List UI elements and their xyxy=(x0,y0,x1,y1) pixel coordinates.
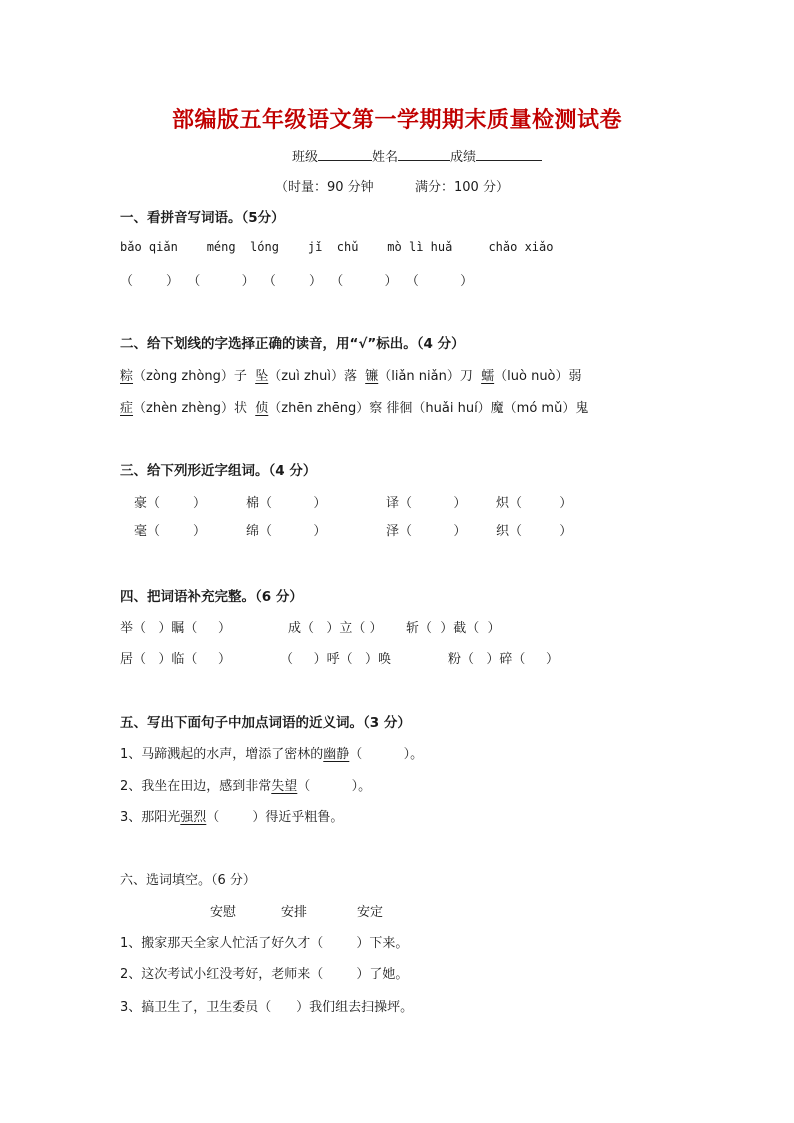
reading-options[interactable]: （zhēn zhēng）察 徘徊（huǎi huí）魔（mó mǔ）鬼 xyxy=(268,401,589,416)
reading-options[interactable]: （zhèn zhèng）状 xyxy=(133,401,256,416)
page-title: 部编版五年级语文第一学期期末质量检测试卷 xyxy=(171,107,622,133)
fill-blank-question-3[interactable]: 3、搞卫生了，卫生委员（ ）我们组去扫操坪。 xyxy=(120,1000,414,1015)
name-blank[interactable] xyxy=(398,146,450,161)
section-1-pinyin: bǎo qiǎn méng lóng jǐ chǔ mò lì huǎ chǎo xiǎo xyxy=(120,240,554,254)
score-label: 成绩 xyxy=(450,150,477,165)
reading-options[interactable]: （luò nuò）弱 xyxy=(494,369,582,384)
dotted-word: 失望 xyxy=(271,779,298,794)
dotted-word: 幽静 xyxy=(323,747,350,762)
synonym-question-3 xyxy=(120,806,343,825)
class-blank[interactable] xyxy=(318,146,372,161)
idiom-item[interactable]: 粉（ ）碎（ ） xyxy=(448,652,560,667)
name-label: 姓名 xyxy=(372,150,399,165)
section-5-heading: 五、写出下面句子中加点词语的近义词。（3 分） xyxy=(120,715,411,731)
synonym-question-1 xyxy=(120,743,423,762)
idiom-item[interactable]: 举（ ）瞩（ ） xyxy=(120,621,232,636)
idiom-item[interactable]: 成（ ）立（ ） xyxy=(288,621,383,636)
word-choice: 安定 xyxy=(357,905,384,920)
similar-char-item[interactable]: 棉（ ） xyxy=(246,496,327,511)
section-6-heading: 六、选词填空。（6 分） xyxy=(120,873,256,888)
idiom-item[interactable]: 斩（ ）截（ ） xyxy=(406,621,501,636)
underlined-char: 症 xyxy=(120,401,134,416)
student-info-line xyxy=(292,146,542,165)
answer-bracket[interactable]: （ ）得近乎粗鲁。 xyxy=(206,810,344,825)
underlined-char: 粽 xyxy=(120,369,134,384)
similar-char-item[interactable]: 炽（ ） xyxy=(496,496,573,511)
idiom-item[interactable]: 居（ ）临（ ） xyxy=(120,652,232,667)
section-4-heading: 四、把词语补充完整。（6 分） xyxy=(120,589,303,605)
similar-char-item[interactable]: 毫（ ） xyxy=(134,524,207,539)
underlined-char: 侦 xyxy=(255,401,269,416)
question-text: 1、马蹄溅起的水声，增添了密林的 xyxy=(120,747,324,762)
underlined-char: 蠕 xyxy=(481,369,495,384)
fill-blank-question-1[interactable]: 1、搬家那天全家人忙活了好久才（ ）下来。 xyxy=(120,936,409,951)
section-1-answer-brackets[interactable]: （ ） （ ） （ ） （ ） （ ） xyxy=(120,274,474,289)
time-score-line: （时量：90 分钟 满分：100 分） xyxy=(275,180,509,195)
answer-bracket[interactable]: （ ）。 xyxy=(349,747,424,762)
section-3-heading: 三、给下列形近字组词。（4 分） xyxy=(120,463,317,479)
dotted-word: 强烈 xyxy=(180,810,207,825)
word-choice: 安排 xyxy=(281,905,308,920)
class-label: 班级 xyxy=(292,150,319,165)
similar-char-item[interactable]: 泽（ ） xyxy=(386,524,467,539)
question-text: 2、我坐在田边，感到非常 xyxy=(120,779,272,794)
question-text: 3、那阳光 xyxy=(120,810,181,825)
similar-char-item[interactable]: 织（ ） xyxy=(496,524,573,539)
underlined-char: 镰 xyxy=(365,369,379,384)
idiom-item[interactable]: （ ）呼（ ）唤 xyxy=(280,652,392,667)
answer-bracket[interactable]: （ ）。 xyxy=(297,779,372,794)
section-2-row-1 xyxy=(120,365,582,384)
reading-options[interactable]: （liǎn niǎn）刀 xyxy=(378,369,482,384)
underlined-char: 坠 xyxy=(255,369,269,384)
section-2-row-2 xyxy=(120,397,588,416)
similar-char-item[interactable]: 绵（ ） xyxy=(246,524,327,539)
reading-options[interactable]: （zòng zhòng）子 xyxy=(133,369,256,384)
score-blank[interactable] xyxy=(476,146,542,161)
reading-options[interactable]: （zuì zhuì）落 xyxy=(268,369,366,384)
section-2-heading: 二、给下划线的字选择正确的读音，用“√”标出。（4 分） xyxy=(120,336,465,352)
similar-char-item[interactable]: 译（ ） xyxy=(386,496,467,511)
synonym-question-2 xyxy=(120,775,371,794)
word-choice: 安慰 xyxy=(210,905,237,920)
section-1-heading: 一、看拼音写词语。（5分） xyxy=(120,210,285,226)
fill-blank-question-2[interactable]: 2、这次考试小红没考好，老师来（ ）了她。 xyxy=(120,967,409,982)
similar-char-item[interactable]: 豪（ ） xyxy=(134,496,207,511)
